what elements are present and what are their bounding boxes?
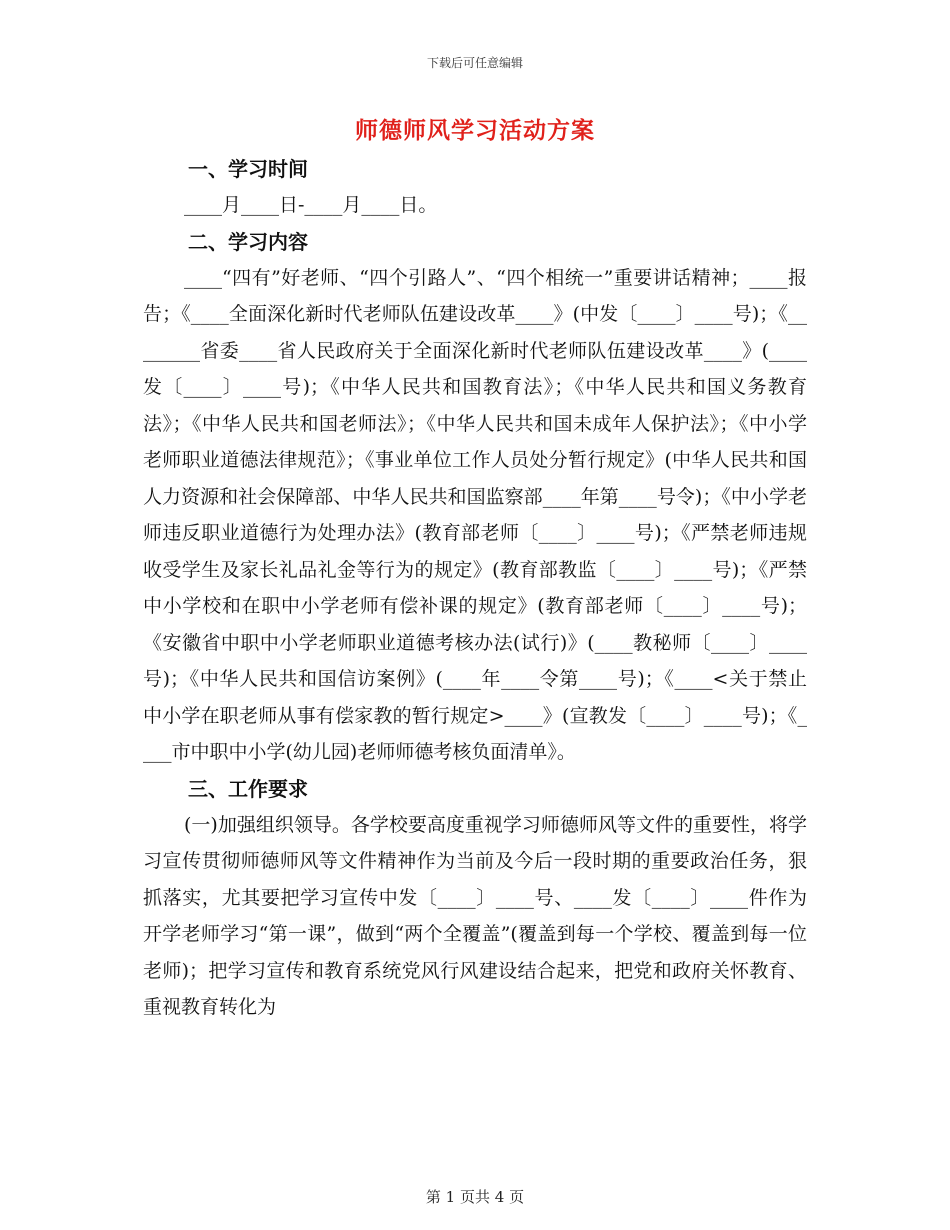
document-body [143, 151, 807, 1026]
paragraph-study-time: ____月____日-____月____日。 [184, 194, 438, 216]
section-heading-study-time: 一、学习时间 [188, 157, 308, 181]
section-heading-study-content: 二、学习内容 [188, 229, 308, 254]
document-title: 师德师风学习活动方案 [355, 117, 595, 144]
paragraph-study-content: ____“四有”好老师、“四个引路人”、“四个相统一”重要讲话精神；____报告；《____全面深化新时代老师队伍建设改革____》(中发〔____〕____号)；《________省委____省人民政府关于全面深化新时代老师队伍建设改革____》(____发〔____〕____号)；《中华人民共和国教育法》；《中华人民共和国义务教育法》；《中华人民共和国老师法》；《中华人民共和国未成年人保护法》；《中小学老师职业道德法律规范》；《事业单位工作人员处分暂行规定》(中华人民共和国人力资源和社会保障部、中华人民共和国监察部____年第____号令)；《中小学老师违反职业道德行为处理办法》(教育部老师〔____〕____号)；《严禁老师违规收受学生及家长礼品礼金等行为的规定》(教育部教监〔____〕____号)；《严禁中小学校和在职中小学老师有偿补课的规定》(教育部老师〔____〕____号)；《安徽省中职中小学老师职业道德考核办法(试行)》(____教秘师〔____〕____号)；《中华人民共和国信访案例》(____年____令第____号)；《____<关于禁止中小学在职老师从事有偿家教的暂行规定>____》(宣教发〔____〕____号)；《____市中职中小学(幼儿园)老师师德考核负面清单》。 [143, 266, 807, 763]
section-heading-work-requirements: 三、工作要求 [188, 776, 308, 801]
page-number: 第 1 页共 4 页 [425, 1188, 525, 1206]
page-header-note: 下载后可任意编辑 [426, 56, 523, 70]
paragraph-work-requirements: (一)加强组织领导。各学校要高度重视学习师德师风等文件的重要性，将学习宣传贯彻师德师风等文件精神作为当前及今后一段时期的重要政治任务，狠抓落实，尤其要把学习宣传中发〔____〕____号、____发〔____〕____件作为开学老师学习“第一课”，做到“两个全覆盖”(覆盖到每一个学校、覆盖到每一位老师)；把学习宣传和教育系统党风行风建设结合起来，把党和政府关怀教育、重视教育转化为 [143, 813, 807, 1018]
